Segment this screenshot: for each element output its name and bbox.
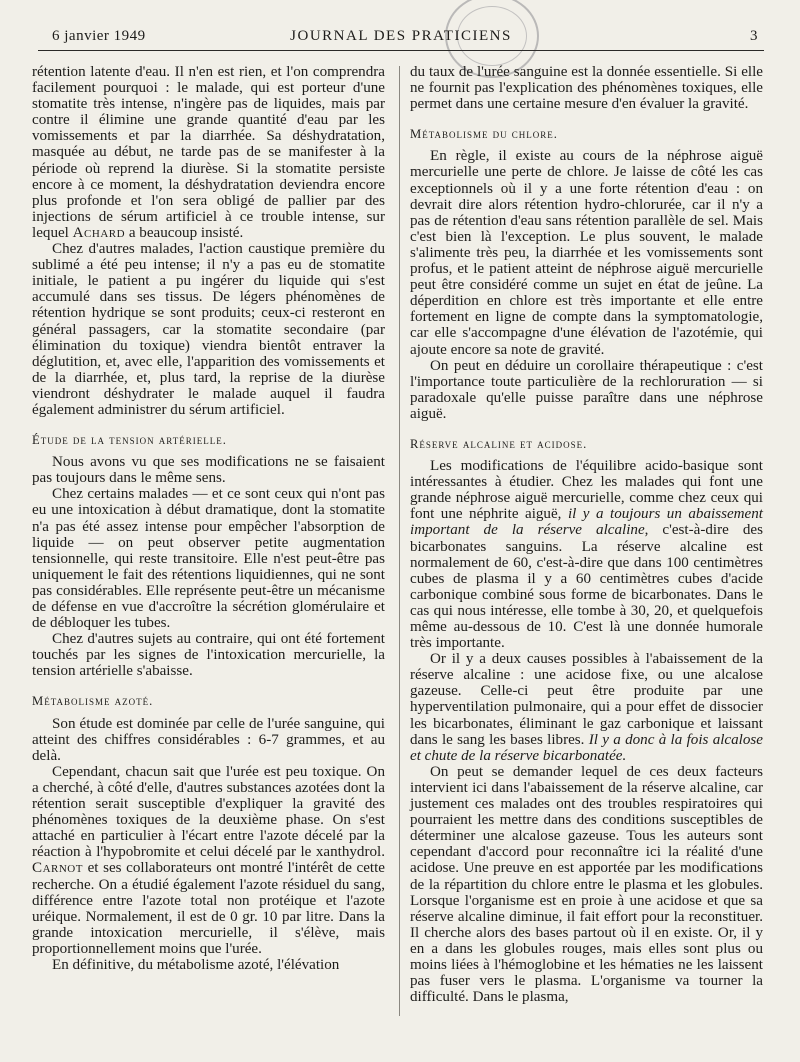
paragraph: On peut se demander lequel de ces deux facteurs intervient ici dans l'abaissement de la réserve alcaline, car justement ces malades ont des troubles respiratoires qui pourraient les mettre dans des conditions susceptibles de déterminer une alcalose gazeuse. Tous les auteurs sont cependant d'accord pour reconnaître ici la réalité d'une acidose. Une preuve en est apportée par les modifications de la répartition du chlore entre le plasma et les globules. Lorsque l'organisme est en proie à une acidose et que sa réserve alcaline diminue, il fait effort pour la reconstituer. Il cherche alors des bases partout où il en existe. Or, il y en a dans les globules rouges, mais elles sont plus ou moins liées à l'hémoglobine et les hématies ne les laissent pas fuser vers le plasma. L'organisme va tourner la difficulté. Dans le plasma, <box>410 763 763 1006</box>
page-header <box>38 22 764 44</box>
paragraph: En définitive, du métabolisme azoté, l'élévation <box>52 956 340 973</box>
issue-date: 6 janvier 1949 <box>52 28 146 44</box>
section-heading: Métabolisme du chlore. <box>410 127 558 142</box>
page-number: 3 <box>750 28 758 44</box>
paragraph: du taux de l'urée sanguine est la donnée essentielle. Si elle ne fournit pas l'explication des phénomènes toxiques, elle permet dans une certaine mesure d'en évaluer la gravité. <box>410 64 763 113</box>
section-heading: Étude de la tension artérielle. <box>32 433 227 448</box>
author-name: Carnot <box>32 860 83 877</box>
paragraph: En règle, il existe au cours de la néphrose aiguë mercurielle une perte de chlore. Je laisse de côté les cas exceptionnels où il y a une forte rétention d'eau : on devrait dire alors rétention hydro-chlorurée, car il n'y a pas de rétention d'eau sans rétention parallèle de sel. Mais c'est bien là l'exception. Le plus souvent, le malade s'alimente très peu, la diarrhée et les vomissements sont profus, et le patient atteint de néphrose aiguë mercurielle peut être considéré comme un sujet en état de jeûne. La déperdition en chlore est très importante et elle entre fortement en ligne de compte dans la symptomatologie, car elle s'accompagne d'une élévation de l'azotémie, qui ajoute encore sa note de gravité. <box>410 148 763 358</box>
paragraph: Chez d'autres sujets au contraire, qui ont été fortement touchés par les signes de l'intoxication mercurielle, la tension artérielle s'abaisse. <box>32 631 385 680</box>
paragraph: On peut en déduire un corollaire thérapeutique : c'est l'importance toute particulière de la rechloruration — si paradoxale qu'elle puisse paraître dans une néphrose aiguë. <box>410 357 763 422</box>
paragraph: Les modifications de l'équilibre acido-basique sont intéressantes à étudier. Chez les malades qui font une grande néphrose aiguë mercurielle, comme chez ceux qui font une néphrite aiguë, il y a toujours un abaissement important de la réserve alcaline, c'est-à-dire des bicarbonates sanguins. La réserve alcaline est normalement de 60, c'est-à-dire que dans 100 centimètres cubes de plasma il y a 60 centimètres cubes d'acide carbonique combiné sous forme de bicarbonates. Dans le cas qui nous intéresse, elle tombe à 30, 20, et quelquefois même au-dessous de 10. C'est là une donnée humorale très importante. <box>410 458 763 652</box>
journal-title: JOURNAL DES PRATICIENS <box>290 28 512 44</box>
section-heading: Métabolisme azoté. <box>32 694 154 709</box>
paragraph: Or il y a deux causes possibles à l'abaissement de la réserve alcaline : une acidose fixe, ou une alcalose gazeuse. Celle-ci peut être produite par une hyperventilation pulmonaire, qui a pour effet de dissocier les bicarbonates, éliminant le gaz carbonique et laissant dans le sang les bases libres. Il y a donc à la fois alcalose et chute de la réserve bicarbonatée. <box>410 651 763 764</box>
paragraph: Son étude est dominée par celle de l'urée sanguine, qui atteint des chiffres considérables : 6-7 grammes, et au delà. <box>32 715 385 764</box>
paragraph: Nous avons vu que ses modifications ne se faisaient pas toujours dans le même sens. <box>32 454 385 487</box>
author-name: Achard <box>72 224 126 241</box>
emphasis: Il y a donc à la fois alcalose et chute de la réserve bicarbonatée. <box>410 731 763 764</box>
paragraph: Chez d'autres malades, l'action caustique première du sublimé a été peu intense; il n'y a pas eu de stomatite initiale, le patient a pu ingérer du liquide qui s'est accumulé dans ses tissus. De légers phénomènes de rétention hydrique se sont produits; ceux-ci resteront en général passagers, car la stomatite secondaire (par élimination du toxique) viendra bientôt entraver la déglutition, et, avec elle, l'apparition des vomissements et de la diarrhée, et, plus tard, la reprise de la diurèse viendront déshydrater le malade auquel il faudra également administrer du sérum artificiel. <box>32 241 385 418</box>
right-column <box>410 64 763 1005</box>
paragraph: Chez certains malades — et ce sont ceux qui n'ont pas eu une intoxication à début dramatique, dont la stomatite n'a pas été assez intense pour empêcher l'absorption de liquide — on peut observer petite augmentation tensionnelle, qui reste transitoire. Elle n'est peut-être pas uniquement le fait des rétentions liquidiennes, qui ne sont pas considérables. Elle représente peut-être un mécanisme de défense en vue d'accroître la sécrétion glomérulaire et de débloquer les tubes. <box>32 486 385 632</box>
paragraph: rétention latente d'eau. Il n'en est rien, et l'on comprendra facilement pourquoi : le malade, qui est porteur d'une stomatite très intense, n'ingère pas de liquides, mais par contre il élimine une grande quantité d'eau par les vomissements et par la diarrhée. Sa déshydratation, masquée au début, ne tarde pas de se manifester à la période où reprend la diurèse. Si la stomatite persiste encore à ce moment, la déshydratation deviendra encore plus profonde et l'on sera obligé de pallier par des injections de sérum artificiel à ce trouble intense, sur lequel Achard a beaucoup insisté. <box>32 64 385 241</box>
left-column <box>32 64 385 973</box>
section-heading: Réserve alcaline et acidose. <box>410 436 588 451</box>
emphasis: il y a toujours un abaissement important de la réserve alcaline <box>410 506 763 539</box>
paragraph: Cependant, chacun sait que l'urée est peu toxique. On a cherché, à côté d'elle, d'autres substances azotées dont la rétention serait susceptible d'expliquer la gravité des phénomènes toxiques de la deuxième phase. On s'est attaché en particulier à l'écart entre l'azote décelé par la réaction à l'hypobromite et celui décelé par le xanthydrol. Carnot et ses collaborateurs ont montré l'intérêt de cette recherche. On a étudié également l'azote résiduel du sang, différence entre l'azote total non protéique et l'azote uréique. Normalement, il est de 0 gr. 10 par litre. Dans la grande intoxication mercurielle, il s'élève, mais proportionnellement moins que l'urée. <box>32 763 385 957</box>
header-rule <box>38 50 764 51</box>
column-divider <box>399 66 400 1016</box>
